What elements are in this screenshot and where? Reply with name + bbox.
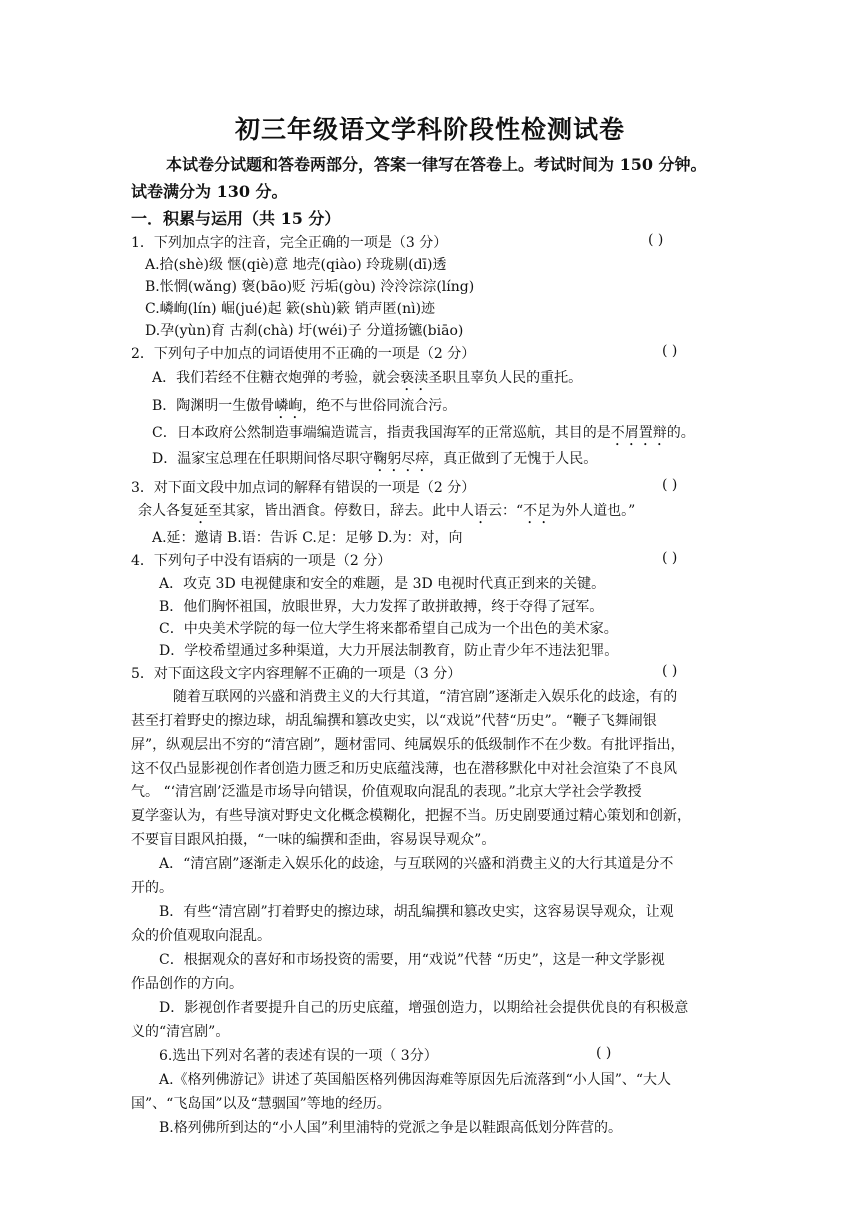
q5-option-b-line-2: 众的价值观取向混乱。 xyxy=(131,928,271,944)
q4-option-a: A．攻克 3D 电视健康和安全的难题，是 3D 电视时代真正到来的关键。 xyxy=(159,576,606,592)
q4-option-d: D．学校希望通过多种渠道，大力开展法制教育，防止青少年不违法犯罪。 xyxy=(159,643,619,659)
q3-passage: 余人各复延至其家，皆出酒食。停数日，辞去。此中人语云：“不足为外人道也。” xyxy=(138,503,636,519)
q2-b-dotted-word: 嶙峋 xyxy=(274,398,303,414)
q5-option-d-line-2: 义的“清宫剧”。 xyxy=(131,1024,230,1040)
q3-dotted-yu: 语 xyxy=(474,503,488,519)
q1-answer-bracket: ( ) xyxy=(648,232,664,248)
q3-dotted-buzu: 不足 xyxy=(523,503,552,519)
q3-options: A.延：邀请 B.语：告诉 C.足：足够 D.为：对，向 xyxy=(152,530,463,546)
q5-option-c-line-1: C．根据观众的喜好和市场投资的需要，用“戏说”代替 “历史”，这是一种文学影视 xyxy=(159,952,665,968)
q4-option-b: B．他们胸怀祖国，放眼世界，大力发挥了敢拼敢搏，终于夺得了冠军。 xyxy=(159,599,604,615)
q6-option-a-line-2: 国”、“飞岛国”以及“慧骃国”等地的经历。 xyxy=(131,1096,391,1112)
section-1-heading: 一．积累与运用（共 15 分） xyxy=(131,209,341,228)
q6-stem: 6.选出下列对名著的表述有误的一项（ 3分） xyxy=(159,1048,438,1064)
q1-option-a: A.拾(shè)级 惬(qiè)意 地壳(qiào) 玲珑剔(dī)透 xyxy=(145,257,447,273)
q5-option-b-line-1: B．有些“清宫剧”打着野史的擦边球，胡乱编撰和篡改史实，这容易误导观众，让观 xyxy=(159,904,674,920)
q2-stem: 2．下列句子中加点的词语使用不正确的一项是（2 分） xyxy=(131,346,476,362)
q1-option-b: B.怅惘(wǎng) 褒(bāo)贬 污垢(gòu) 泠泠淙淙(líng) xyxy=(145,279,475,295)
q4-option-c: C．中央美术学院的每一位大学生将来都希望自己成为一个出色的美术家。 xyxy=(159,621,618,637)
q5-option-a-line-1: A．“清宫剧”逐渐走入娱乐化的歧途，与互联网的兴盛和消费主义的大行其道是分不 xyxy=(159,856,674,872)
q5-option-c-line-2: 作品创作的方向。 xyxy=(131,976,243,992)
q2-c-dotted-word: 不屑置辩 xyxy=(610,425,667,441)
q1-stem: 1．下列加点字的注音，完全正确的一项是（3 分） xyxy=(131,235,448,251)
q5-stem: 5．对下面这段文字内容理解不正确的一项是（3 分） xyxy=(131,666,462,682)
q5-option-d-line-1: D．影视创作者要提升自己的历史底蕴，增强创造力，以期给社会提供优良的有积极意 xyxy=(159,1000,689,1016)
exam-title: 初三年级语文学科阶段性检测试卷 xyxy=(234,115,625,144)
q5-answer-bracket: ( ) xyxy=(662,663,678,679)
q5-passage-line-1: 随着互联网的兴盛和消费主义的大行其道，“清宫剧”逐渐走入娱乐化的歧途，有的 xyxy=(173,689,678,705)
q4-answer-bracket: ( ) xyxy=(662,550,678,566)
q5-passage-line-3: 屏”，纵观层出不穷的“清宫剧”，题材雷同、纯属娱乐的低级制作不在少数。有批评指出， xyxy=(131,737,685,753)
q6-answer-bracket: ( ) xyxy=(596,1045,612,1061)
q6-option-b: B.格列佛所到达的“小人国”利里浦特的党派之争是以鞋跟高低划分阵营的。 xyxy=(159,1120,623,1136)
q5-option-a-line-2: 开的。 xyxy=(131,880,173,896)
intro-line-1: 本试卷分试题和答卷两部分，答案一律写在答卷上。考试时间为 150 分钟。 xyxy=(166,155,707,174)
q3-stem: 3．对下面文段中加点词的解释有错误的一项是（2 分） xyxy=(131,480,476,496)
q5-passage-line-4: 这不仅凸显影视创作者创造力匮乏和历史底蕴浅薄，也在潜移默化中对社会渲染了不良风 xyxy=(131,761,677,777)
q1-option-d: D.孕(yùn)育 古刹(chà) 圩(wéi)子 分道扬镳(biāo) xyxy=(145,323,464,339)
q3-dotted-yan: 延 xyxy=(194,503,208,519)
q2-answer-bracket: ( ) xyxy=(662,343,678,359)
q5-passage-line-6: 夏学銮认为，有些导演对野史文化概念模糊化，把握不当。历史剧要通过精心策划和创新， xyxy=(131,808,691,824)
q2-option-c: C．日本政府公然制造事端编造谎言，指责我国海军的正常巡航，其目的是不屑置辩的。 xyxy=(152,425,695,441)
q6-option-a-line-1: A.《格列佛游记》讲述了英国船医格列佛因海难等原因先后流落到“小人国”、“大人 xyxy=(159,1072,672,1088)
q4-stem: 4．下列句子中没有语病的一项是（2 分） xyxy=(131,553,392,569)
q5-passage-line-7: 不要盲目跟风拍摄，“一味的编撰和歪曲，容易误导观众”。 xyxy=(131,832,496,848)
intro-line-2: 试卷满分为 130 分。 xyxy=(131,182,288,201)
q2-d-dotted-word: 鞠躬尽瘁 xyxy=(373,451,430,467)
q1-option-c: C.嶙峋(lín) 崛(jué)起 簌(shù)簌 销声匿(nì)迹 xyxy=(145,301,436,317)
q2-a-dotted-word: 亵渎 xyxy=(400,370,429,386)
q2-option-d: D．温家宝总理在任职期间恪尽职守鞠躬尽瘁，真正做到了无愧于人民。 xyxy=(152,451,598,467)
q2-option-b: B．陶渊明一生傲骨嶙峋，绝不与世俗同流合污。 xyxy=(152,398,457,414)
q2-option-a: A．我们若经不住糖衣炮弹的考验，就会亵渎圣职且辜负人民的重托。 xyxy=(152,370,583,386)
q3-answer-bracket: ( ) xyxy=(662,477,678,493)
q5-passage-line-5: 气。 “‘清宫剧’泛滥是市场导向错误，价值观取向混乱的表现。”北京大学社会学教授 xyxy=(131,784,642,800)
q5-passage-line-2: 甚至打着野史的擦边球，胡乱编撰和篡改史实，以“戏说”代替“历史”。“鞭子飞舞闹银 xyxy=(131,713,657,729)
